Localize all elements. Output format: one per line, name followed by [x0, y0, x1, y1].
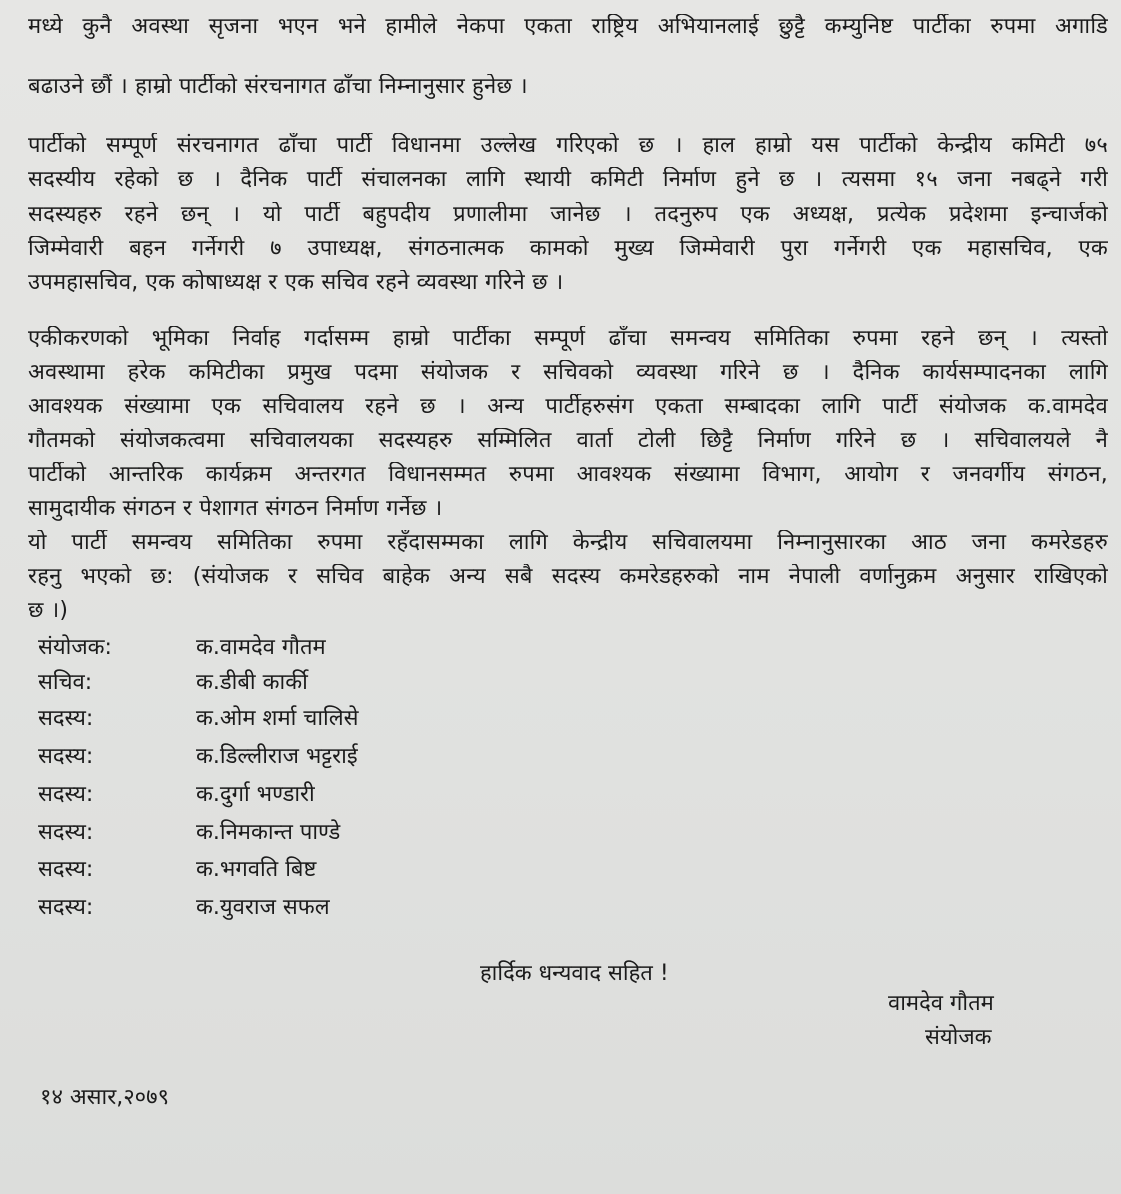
member-role: सदस्य: [38, 857, 94, 882]
paragraph-3-line-2: अवस्थामा हरेक कमिटीका प्रमुख पदमा संयोजक र सचिवको व्यवस्था गरिने छ । दैनिक कार्यसम्पादनका लागि [28, 360, 1108, 385]
signer-title: संयोजक [925, 1025, 992, 1050]
paragraph-2-line-1: पार्टीको सम्पूर्ण संरचनागत ढाँचा पार्टी विधानमा उल्लेख गरिएको छ । हाल हाम्रो यस पार्टीको केन्द्रीय कमिटी ७५ [28, 133, 1108, 158]
document-date: १४ असार,२०७९ [40, 1085, 170, 1110]
member-role: सदस्य: [38, 895, 94, 920]
paragraph-3-line-3: आवश्यक संख्यामा एक सचिवालय रहने छ । अन्य पार्टीहरुसंग एकता सम्बादका लागि पार्टी संयोजक क.वामदेव [28, 394, 1108, 419]
member-role: सदस्य: [38, 744, 94, 769]
paragraph-2-line-4: जिम्मेवारी बहन गर्नेगरी ७ उपाध्यक्ष, संगठनात्मक कामको मुख्य जिम्मेवारी पुरा गर्नेगरी एक महासचिव, एक [28, 236, 1108, 261]
paragraph-2-line-2: सदस्यीय रहेको छ । दैनिक पार्टी संचालनका लागि स्थायी कमिटी निर्माण हुने छ । त्यसमा १५ जना नबढ्ने गरी [28, 167, 1108, 192]
paragraph-3-line-6: सामुदायीक संगठन र पेशागत संगठन निर्माण गर्नेछ । [28, 496, 443, 521]
member-role: सदस्य: [38, 782, 94, 807]
paragraph-4-line-3: छ ।) [28, 598, 69, 623]
member-role: सचिव: [38, 670, 93, 695]
signer-name: वामदेव गौतम [888, 991, 994, 1016]
member-role: संयोजक: [38, 635, 112, 660]
paragraph-2-line-3: सदस्यहरु रहने छन् । यो पार्टी बहुपदीय प्रणालीमा जानेछ । तदनुरुप एक अध्यक्ष, प्रत्येक प्रदेशमा इन्चार्जको [28, 202, 1108, 227]
paragraph-3-line-4: गौतमको संयोजकत्वमा सचिवालयका सदस्यहरु सम्मिलित वार्ता टोली छिट्टै निर्माण गरिने छ । सचिवालयले नै [28, 428, 1108, 453]
paragraph-4-line-1: यो पार्टी समन्वय समितिका रुपमा रहँदासम्मका लागि केन्द्रीय सचिवालयमा निम्नानुसारका आठ जना कमरेडहरु [28, 530, 1108, 555]
paragraph-3-line-1: एकीकरणको भूमिका निर्वाह गर्दासम्म हाम्रो पार्टीका सम्पूर्ण ढाँचा समन्वय समितिका रुपमा रहने छन् । त्यस्तो [28, 326, 1108, 351]
member-name: क.डीबी कार्की [196, 670, 308, 695]
paragraph-2-line-5: उपमहासचिव, एक कोषाध्यक्ष र एक सचिव रहने व्यवस्था गरिने छ । [28, 270, 564, 295]
paragraph-1-line-1: मध्ये कुनै अवस्था सृजना भएन भने हामीले नेकपा एकता राष्ट्रिय अभियानलाई छुट्टै कम्युनिष्ट पार्टीका रुपमा अगाडि [28, 14, 1108, 39]
paragraph-1-line-2: बढाउने छौं । हाम्रो पार्टीको संरचनागत ढाँचा निम्नानुसार हुनेछ । [28, 74, 528, 99]
member-role: सदस्य: [38, 820, 94, 845]
member-role: सदस्य: [38, 706, 94, 731]
member-name: क.युवराज सफल [196, 895, 330, 920]
paragraph-4-line-2: रहनु भएको छ: (संयोजक र सचिव बाहेक अन्य सबै सदस्य कमरेडहरुको नाम नेपाली वर्णानुक्रम अनुसार राखिएको [28, 564, 1108, 589]
member-name: क.भगवति बिष्ट [196, 857, 317, 882]
paragraph-3-line-5: पार्टीको आन्तरिक कार्यक्रम अन्तरगत विधानसम्मत रुपमा आवश्यक संख्यामा विभाग, आयोग र जनवर्गीय संगठन, [28, 462, 1108, 487]
member-name: क.ओम शर्मा चालिसे [196, 706, 359, 731]
closing-greeting: हार्दिक धन्यवाद सहित ! [480, 961, 669, 986]
member-name: क.डिल्लीराज भट्टराई [196, 744, 358, 769]
member-name: क.वामदेव गौतम [196, 635, 326, 660]
member-name: क.दुर्गा भण्डारी [196, 782, 315, 807]
member-name: क.निमकान्त पाण्डे [196, 820, 341, 845]
